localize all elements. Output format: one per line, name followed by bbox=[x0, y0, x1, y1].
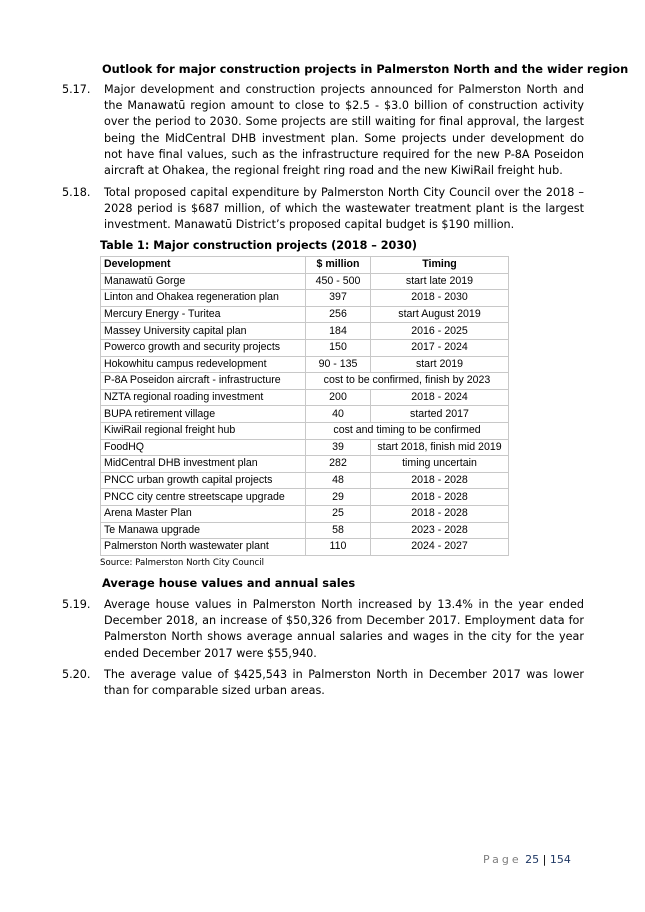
cell-development: Hokowhitu campus redevelopment bbox=[101, 356, 306, 373]
table-row bbox=[101, 273, 509, 290]
cell-development: FoodHQ bbox=[101, 439, 306, 456]
construction-projects-table bbox=[100, 256, 509, 556]
cell-million: 90 - 135 bbox=[306, 356, 371, 373]
header-million: $ million bbox=[306, 257, 371, 274]
cell-development: Linton and Ohakea regeneration plan bbox=[101, 290, 306, 307]
cell-timing: 2018 - 2028 bbox=[371, 489, 509, 506]
table-caption: Table 1: Major construction projects (2018 – 2030) bbox=[100, 239, 418, 252]
table-body bbox=[101, 273, 509, 555]
section-heading: Outlook for major construction projects in Palmerston North and the wider region bbox=[102, 62, 629, 76]
paragraph-number: 5.20. bbox=[62, 668, 91, 681]
cell-timing: 2016 - 2025 bbox=[371, 323, 509, 340]
cell-timing: 2018 - 2024 bbox=[371, 389, 509, 406]
paragraph-text: Total proposed capital expenditure by Palmerston North City Council over the 2018 – 2028 period is $687 million, of which the wastewater treatment plant is the largest investment. Manawatū District’s proposed capital budget is $190 million. bbox=[104, 186, 584, 232]
paragraph-text: Major development and construction projects announced for Palmerston North and the Manawatū region amount to close to $2.5 - $3.0 billion of construction activity over the period to 2030. Some projects are still waiting for final approval, the largest being the MidCentral DHB investment plan. Some projects under development do not have final values, such as the infrastructure required for the new P-8A Poseidon aircraft at Ohakea, the regional freight ring road and the new KiwiRail freight hub. bbox=[104, 83, 584, 178]
cell-million: 40 bbox=[306, 406, 371, 423]
cell-development: Massey University capital plan bbox=[101, 323, 306, 340]
paragraph-5-19 bbox=[62, 597, 584, 662]
table-row bbox=[101, 522, 509, 539]
cell-timing: start August 2019 bbox=[371, 306, 509, 323]
cell-timing: 2018 - 2028 bbox=[371, 472, 509, 489]
cell-development: MidCentral DHB investment plan bbox=[101, 456, 306, 473]
table-row bbox=[101, 323, 509, 340]
section-subheading: Average house values and annual sales bbox=[102, 576, 356, 590]
table-row bbox=[101, 356, 509, 373]
cell-development: BUPA retirement village bbox=[101, 406, 306, 423]
cell-timing: timing uncertain bbox=[371, 456, 509, 473]
cell-development: Te Manawa upgrade bbox=[101, 522, 306, 539]
page-footer bbox=[483, 853, 571, 866]
cell-timing: start 2019 bbox=[371, 356, 509, 373]
cell-development: PNCC urban growth capital projects bbox=[101, 472, 306, 489]
cell-development: Powerco growth and security projects bbox=[101, 339, 306, 356]
table-row bbox=[101, 456, 509, 473]
table-row bbox=[101, 290, 509, 307]
cell-timing: start 2018, finish mid 2019 bbox=[371, 439, 509, 456]
table-row bbox=[101, 339, 509, 356]
paragraph-5-17 bbox=[62, 82, 584, 179]
cell-million: 29 bbox=[306, 489, 371, 506]
cell-development: Arena Master Plan bbox=[101, 505, 306, 522]
cell-million: 184 bbox=[306, 323, 371, 340]
cell-million: 397 bbox=[306, 290, 371, 307]
table-row bbox=[101, 472, 509, 489]
cell-development: Mercury Energy - Turitea bbox=[101, 306, 306, 323]
table-header-row bbox=[101, 257, 509, 274]
table-source: Source: Palmerston North City Council bbox=[100, 558, 265, 568]
cell-timing: 2017 - 2024 bbox=[371, 339, 509, 356]
paragraph-number: 5.19. bbox=[62, 598, 91, 611]
cell-development: NZTA regional roading investment bbox=[101, 389, 306, 406]
cell-merged-note: cost and timing to be confirmed bbox=[306, 422, 509, 439]
table-row bbox=[101, 406, 509, 423]
cell-million: 39 bbox=[306, 439, 371, 456]
cell-million: 256 bbox=[306, 306, 371, 323]
cell-timing: started 2017 bbox=[371, 406, 509, 423]
cell-million: 150 bbox=[306, 339, 371, 356]
cell-development: Manawatū Gorge bbox=[101, 273, 306, 290]
cell-million: 110 bbox=[306, 539, 371, 556]
cell-development: Palmerston North wastewater plant bbox=[101, 539, 306, 556]
table-row bbox=[101, 505, 509, 522]
table-row bbox=[101, 389, 509, 406]
cell-million: 450 - 500 bbox=[306, 273, 371, 290]
footer-total-pages: 154 bbox=[549, 853, 571, 866]
footer-page-number: 25 bbox=[525, 853, 540, 866]
cell-timing: 2018 - 2030 bbox=[371, 290, 509, 307]
paragraph-5-18 bbox=[62, 185, 584, 234]
cell-million: 25 bbox=[306, 505, 371, 522]
cell-development: PNCC city centre streetscape upgrade bbox=[101, 489, 306, 506]
table-row bbox=[101, 489, 509, 506]
paragraph-number: 5.17. bbox=[62, 83, 91, 96]
cell-million: 282 bbox=[306, 456, 371, 473]
cell-timing: 2018 - 2028 bbox=[371, 505, 509, 522]
footer-separator: | bbox=[542, 853, 547, 866]
table-row bbox=[101, 539, 509, 556]
cell-million: 58 bbox=[306, 522, 371, 539]
table-row bbox=[101, 306, 509, 323]
header-development: Development bbox=[101, 257, 306, 274]
cell-development: KiwiRail regional freight hub bbox=[101, 422, 306, 439]
cell-million: 200 bbox=[306, 389, 371, 406]
paragraph-5-20 bbox=[62, 667, 584, 699]
table-row bbox=[101, 373, 509, 390]
table-row bbox=[101, 422, 509, 439]
cell-timing: 2023 - 2028 bbox=[371, 522, 509, 539]
footer-page-word: Page bbox=[483, 853, 522, 866]
table-row bbox=[101, 439, 509, 456]
paragraph-text: Average house values in Palmerston North increased by 13.4% in the year ended December 2018, an increase of $50,326 from December 2017. Employment data for Palmerston North shows average annual salaries and wages in the city for the year ended December 2017 were $55,940. bbox=[104, 598, 584, 660]
header-timing: Timing bbox=[371, 257, 509, 274]
cell-million: 48 bbox=[306, 472, 371, 489]
cell-development: P-8A Poseidon aircraft - infrastructure bbox=[101, 373, 306, 390]
paragraph-number: 5.18. bbox=[62, 186, 91, 199]
cell-merged-note: cost to be confirmed, finish by 2023 bbox=[306, 373, 509, 390]
cell-timing: 2024 - 2027 bbox=[371, 539, 509, 556]
paragraph-text: The average value of $425,543 in Palmerston North in December 2017 was lower than for comparable sized urban areas. bbox=[104, 668, 584, 698]
cell-timing: start late 2019 bbox=[371, 273, 509, 290]
